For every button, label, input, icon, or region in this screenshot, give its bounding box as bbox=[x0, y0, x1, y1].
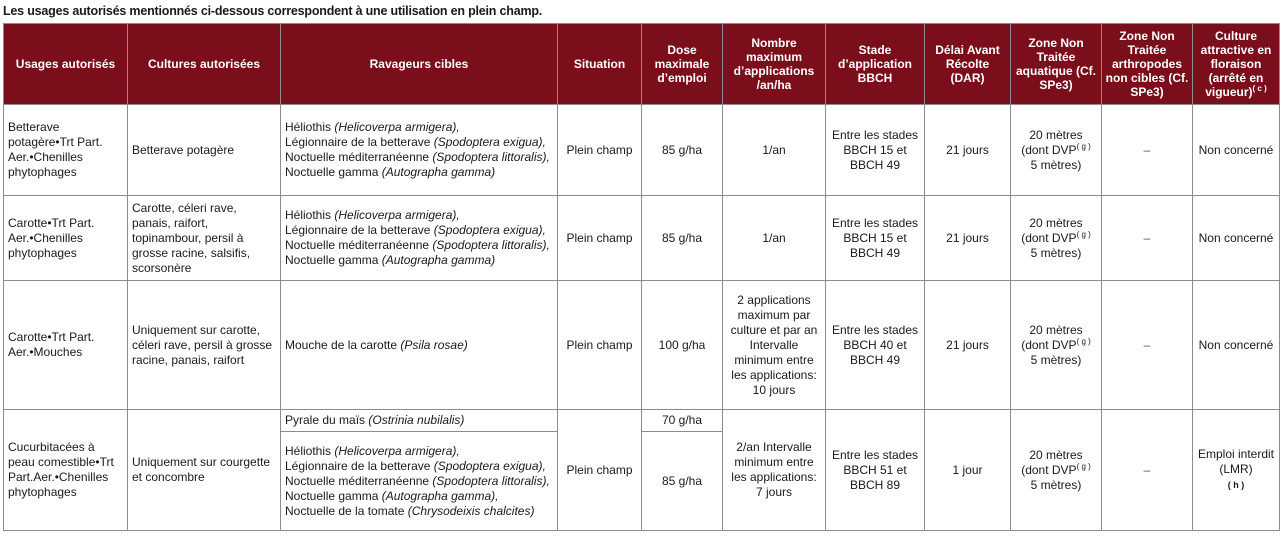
cell-dose: 85 g/ha bbox=[642, 432, 723, 531]
znt-text: 20 mètres (dont DVP bbox=[1021, 447, 1083, 477]
table-row bbox=[4, 281, 1280, 410]
pest-latin-name: (Spodoptera exigua), bbox=[433, 223, 546, 237]
table-row bbox=[4, 196, 1280, 281]
cell-znt-arthropodes: – bbox=[1102, 105, 1193, 196]
cell-cultures: Carotte, céleri rave, panais, raifort, topinambour, persil à grosse racine, salsifis, scorsonère bbox=[128, 196, 281, 281]
pest-latin-name: (Spodoptera littoralis), bbox=[432, 238, 550, 252]
pest-latin-name: (Psila rosae) bbox=[400, 337, 468, 352]
usages-table bbox=[3, 23, 1280, 531]
znt-text: 5 mètres) bbox=[1030, 245, 1082, 260]
table-row bbox=[4, 105, 1280, 196]
cell-dar: 21 jours bbox=[925, 196, 1011, 281]
cell-nombre: 1/an bbox=[723, 105, 826, 196]
header-cultures: Cultures autorisées bbox=[128, 24, 281, 105]
header-culture-attractive-label: Culture attractive en floraison (arrêté en vigueur) bbox=[1200, 29, 1272, 99]
cell-usage: Betterave potagère•Trt Part. Aer.•Chenilles phytophages bbox=[4, 105, 128, 196]
cell-ravageurs bbox=[281, 105, 558, 196]
cell-znt-aquatique bbox=[1011, 410, 1102, 531]
ref-g: ( g ) bbox=[1076, 141, 1091, 151]
pest-common-name: Noctuelle gamma bbox=[285, 253, 382, 267]
pest-latin-name: (Ostrinia nubilalis) bbox=[368, 413, 465, 427]
pest-latin-name: (Autographa gamma) bbox=[381, 165, 496, 179]
header-dose: Dose maximale d’emploi bbox=[642, 24, 723, 105]
pest-common-name: Noctuelle méditerranéenne bbox=[285, 238, 433, 252]
pest-common-name: Noctuelle gamma bbox=[285, 488, 382, 503]
pest-common-name: Légionnaire de la betterave bbox=[285, 223, 434, 237]
znt-text: 5 mètres) bbox=[1030, 477, 1082, 492]
header-ref-c: ( c ) bbox=[1252, 84, 1267, 93]
ref-g: ( g ) bbox=[1076, 461, 1091, 471]
header-row bbox=[4, 24, 1280, 105]
cell-usage: Cucurbitacées à peau comestible•Trt Part.Aer.•Chenilles phytophages bbox=[4, 410, 128, 531]
cell-situation: Plein champ bbox=[558, 410, 642, 531]
pest-latin-name: (Spodoptera exigua), bbox=[433, 458, 546, 473]
cell-ravageurs bbox=[281, 410, 558, 432]
cell-cultures: Uniquement sur courgette et concombre bbox=[128, 410, 281, 531]
cell-situation: Plein champ bbox=[558, 196, 642, 281]
cell-stade: Entre les stades BBCH 15 et BBCH 49 bbox=[826, 105, 925, 196]
cell-dar: 21 jours bbox=[925, 281, 1011, 410]
pest-latin-name: (Autographa gamma), bbox=[381, 488, 499, 503]
znt-text: 5 mètres) bbox=[1030, 352, 1082, 367]
cell-situation: Plein champ bbox=[558, 281, 642, 410]
cell-situation: Plein champ bbox=[558, 105, 642, 196]
ref-h: ( h ) bbox=[1227, 480, 1245, 490]
pest-latin-name: (Spodoptera littoralis), bbox=[432, 473, 550, 488]
cell-usage: Carotte•Trt Part. Aer.•Mouches bbox=[4, 281, 128, 410]
pest-latin-name: (Autographa gamma) bbox=[381, 253, 496, 267]
cell-nombre: 2 applications maximum par culture et par an Intervalle minimum entre les applications: 10 jours bbox=[723, 281, 826, 410]
header-situation: Situation bbox=[558, 24, 642, 105]
pest-common-name: Héliothis bbox=[285, 443, 335, 458]
pest-common-name: Noctuelle méditerranéenne bbox=[285, 150, 433, 164]
pest-common-name: Légionnaire de la betterave bbox=[285, 135, 434, 149]
cell-stade: Entre les stades BBCH 51 et BBCH 89 bbox=[826, 410, 925, 531]
cell-znt-aquatique bbox=[1011, 196, 1102, 281]
ref-g: ( g ) bbox=[1076, 229, 1091, 239]
cell-usage: Carotte•Trt Part. Aer.•Chenilles phytophages bbox=[4, 196, 128, 281]
cell-znt-arthropodes: – bbox=[1102, 196, 1193, 281]
table-row bbox=[4, 410, 1280, 432]
znt-text: 20 mètres (dont DVP bbox=[1021, 322, 1083, 352]
cell-ravageurs bbox=[281, 196, 558, 281]
header-nombre: Nombre maximum d’applications /an/ha bbox=[723, 24, 826, 105]
header-stade: Stade d’application BBCH bbox=[826, 24, 925, 105]
header-ravageurs: Ravageurs cibles bbox=[281, 24, 558, 105]
cell-dar: 1 jour bbox=[925, 410, 1011, 531]
cell-cultures: Uniquement sur carotte, céleri rave, persil à grosse racine, panais, raifort bbox=[128, 281, 281, 410]
cell-culture-attractive: Non concerné bbox=[1193, 196, 1280, 281]
ref-g: ( g ) bbox=[1076, 336, 1091, 346]
pest-latin-name: (Helicoverpa armigera), bbox=[334, 120, 460, 134]
cell-znt-arthropodes: – bbox=[1102, 410, 1193, 531]
pest-latin-name: (Chrysodeixis chalcites) bbox=[407, 503, 535, 518]
cell-dose: 85 g/ha bbox=[642, 196, 723, 281]
cell-nombre: 1/an bbox=[723, 196, 826, 281]
cell-stade: Entre les stades BBCH 15 et BBCH 49 bbox=[826, 196, 925, 281]
pest-common-name: Noctuelle gamma bbox=[285, 165, 382, 179]
cell-culture-attractive: Non concerné bbox=[1193, 105, 1280, 196]
pest-common-name: Héliothis bbox=[285, 208, 335, 222]
pest-latin-name: (Spodoptera littoralis), bbox=[432, 150, 550, 164]
znt-text: 5 mètres) bbox=[1030, 157, 1082, 172]
cell-nombre: 2/an Intervalle minimum entre les applications: 7 jours bbox=[723, 410, 826, 531]
cell-culture-attractive bbox=[1193, 410, 1280, 531]
cell-znt-arthropodes: – bbox=[1102, 281, 1193, 410]
header-dar: Délai Avant Récolte (DAR) bbox=[925, 24, 1011, 105]
znt-text: 20 mètres (dont DVP bbox=[1021, 215, 1083, 245]
cell-znt-aquatique bbox=[1011, 281, 1102, 410]
cell-cultures: Betterave potagère bbox=[128, 105, 281, 196]
znt-text: 20 mètres (dont DVP bbox=[1021, 127, 1083, 157]
pest-common-name: Mouche de la carotte bbox=[285, 337, 401, 352]
cell-dose: 70 g/ha bbox=[642, 410, 723, 432]
header-usage: Usages autorisés bbox=[4, 24, 128, 105]
cell-znt-aquatique bbox=[1011, 105, 1102, 196]
cell-dar: 21 jours bbox=[925, 105, 1011, 196]
cell-dose: 100 g/ha bbox=[642, 281, 723, 410]
pest-common-name: Noctuelle méditerranéenne bbox=[285, 473, 433, 488]
pest-latin-name: (Helicoverpa armigera), bbox=[334, 208, 460, 222]
header-znt-arthropodes: Zone Non Traitée arthropodes non cibles (Cf. SPe3) bbox=[1102, 24, 1193, 105]
pest-latin-name: (Spodoptera exigua), bbox=[433, 135, 546, 149]
cell-ravageurs bbox=[281, 281, 558, 410]
cell-culture-attractive: Non concerné bbox=[1193, 281, 1280, 410]
header-znt-aquatique: Zone Non Traitée aquatique (Cf. SPe3) bbox=[1011, 24, 1102, 105]
pest-common-name: Noctuelle de la tomate bbox=[285, 503, 408, 518]
cell-stade: Entre les stades BBCH 40 et BBCH 49 bbox=[826, 281, 925, 410]
cell-dose: 85 g/ha bbox=[642, 105, 723, 196]
header-culture-attractive bbox=[1193, 24, 1280, 105]
table-caption: Les usages autorisés mentionnés ci-dessous correspondent à une utilisation en plein champ. bbox=[3, 4, 543, 18]
pest-latin-name: (Helicoverpa armigera), bbox=[334, 443, 460, 458]
pest-common-name: Légionnaire de la betterave bbox=[285, 458, 434, 473]
pest-common-name: Héliothis bbox=[285, 120, 335, 134]
cell-ravageurs bbox=[281, 432, 558, 531]
culture-attr-text: Emploi interdit (LMR) bbox=[1197, 447, 1275, 476]
pest-common-name: Pyrale du maïs bbox=[285, 413, 369, 427]
